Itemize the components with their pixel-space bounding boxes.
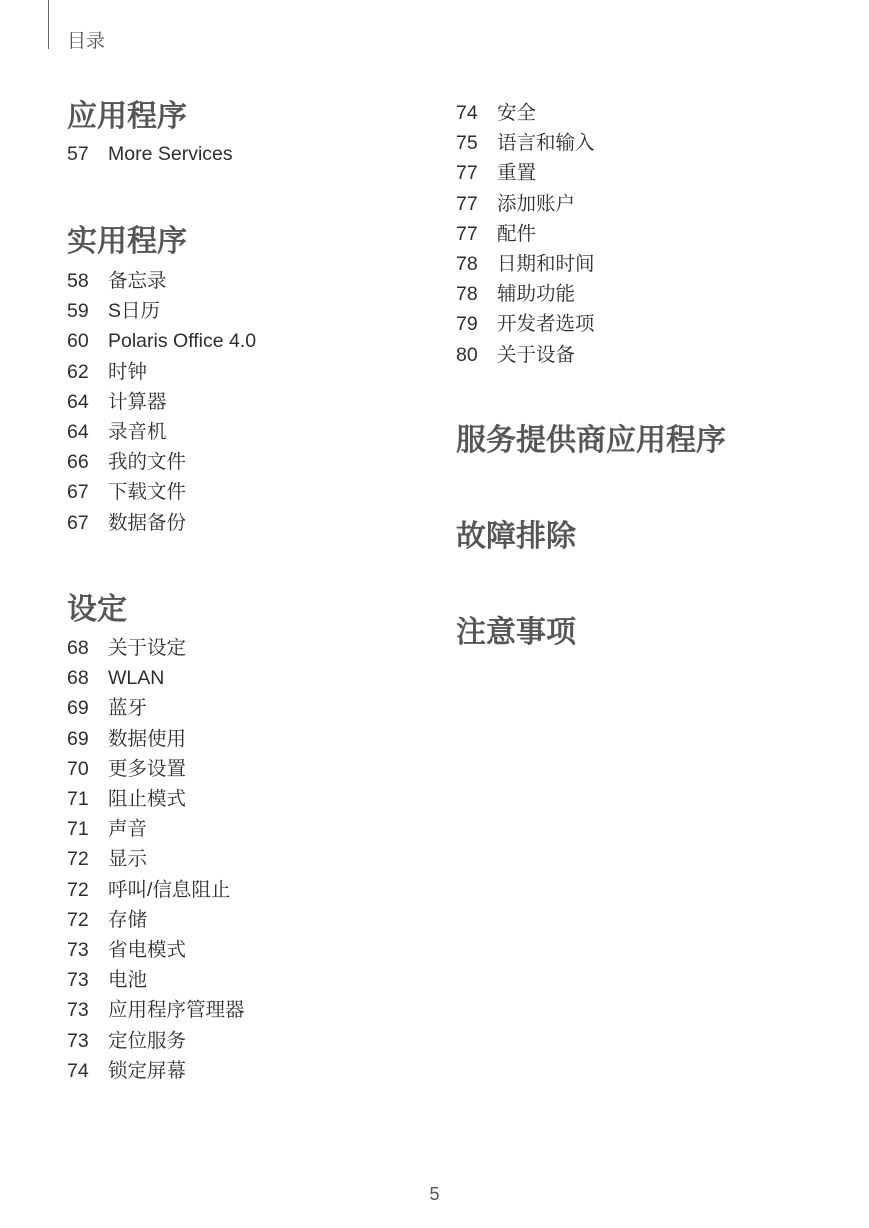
entry-page-number: 78 — [456, 283, 478, 306]
entry-title: 省电模式 — [108, 938, 187, 961]
entry-page-number: 64 — [67, 421, 89, 444]
entry-page-number: 75 — [456, 132, 478, 155]
toc-section-provider-apps — [456, 421, 836, 461]
header-rule — [48, 0, 49, 49]
entry-title: 电池 — [108, 969, 148, 992]
toc-entry[interactable] — [67, 965, 447, 995]
section-title[interactable]: 应用程序 — [67, 100, 187, 133]
toc-entry[interactable] — [67, 326, 447, 356]
entry-page-number: 70 — [67, 757, 89, 780]
entry-title: 更多设置 — [108, 757, 187, 780]
entry-title: 开发者选项 — [497, 313, 595, 336]
entry-page-number: 64 — [67, 390, 89, 413]
section-title[interactable]: 实用程序 — [67, 225, 187, 258]
toc-section-apps — [67, 97, 447, 169]
section-title[interactable]: 服务提供商应用程序 — [456, 424, 726, 457]
header-label: 目录 — [67, 31, 106, 52]
entry-title: 备忘录 — [108, 270, 167, 293]
entry-title: 数据使用 — [108, 727, 187, 750]
toc-entry[interactable] — [67, 387, 447, 417]
entry-page-number: 78 — [456, 253, 478, 276]
entry-title: 显示 — [108, 848, 148, 871]
entry-title: S日历 — [108, 300, 161, 323]
entry-title: 配件 — [497, 222, 537, 245]
toc-section-utilities — [67, 222, 447, 538]
entry-title: 安全 — [497, 102, 537, 125]
entry-page-number: 77 — [456, 222, 478, 245]
toc-entry[interactable] — [67, 844, 447, 874]
entry-title: 计算器 — [108, 390, 167, 413]
entry-title: 日期和时间 — [497, 253, 595, 276]
toc-entry[interactable] — [67, 447, 447, 477]
toc-entry[interactable] — [67, 508, 447, 538]
entry-page-number: 74 — [67, 1059, 89, 1082]
toc-entry[interactable] — [456, 158, 836, 188]
entry-title: 定位服务 — [108, 1029, 187, 1052]
entry-title: 呼叫/信息阻止 — [108, 878, 231, 901]
entry-page-number: 77 — [456, 192, 478, 215]
section-title[interactable]: 设定 — [67, 593, 127, 626]
entry-title: 添加账户 — [497, 192, 576, 215]
entry-title: 声音 — [108, 818, 148, 841]
entry-page-number: 72 — [67, 848, 89, 871]
toc-entry[interactable] — [67, 693, 447, 723]
entry-title: 应用程序管理器 — [108, 999, 245, 1022]
entry-page-number: 74 — [456, 102, 478, 125]
entry-page-number: 58 — [67, 270, 89, 293]
toc-entry[interactable] — [456, 309, 836, 339]
toc-entry[interactable] — [67, 296, 447, 326]
entry-page-number: 59 — [67, 300, 89, 323]
entry-page-number: 67 — [67, 511, 89, 534]
entry-title: 存储 — [108, 908, 148, 931]
toc-entry[interactable] — [67, 357, 447, 387]
entry-title: More Services — [108, 143, 233, 166]
entry-page-number: 68 — [67, 667, 89, 690]
entry-page-number: 72 — [67, 878, 89, 901]
toc-entry[interactable] — [67, 995, 447, 1025]
toc-entry[interactable] — [67, 477, 447, 507]
entry-page-number: 67 — [67, 481, 89, 504]
entry-page-number: 71 — [67, 818, 89, 841]
entry-page-number: 66 — [67, 451, 89, 474]
toc-entry[interactable] — [456, 219, 836, 249]
entry-title: 辅助功能 — [497, 283, 576, 306]
entry-page-number: 72 — [67, 908, 89, 931]
toc-entry[interactable] — [67, 935, 447, 965]
entry-title: 重置 — [497, 162, 537, 185]
toc-entry[interactable] — [67, 633, 447, 663]
entry-title: 蓝牙 — [108, 697, 148, 720]
page-number: 5 — [429, 1184, 440, 1204]
entry-list — [67, 139, 447, 169]
entry-title: Polaris Office 4.0 — [108, 330, 257, 353]
toc-entry[interactable] — [67, 814, 447, 844]
toc-entry[interactable] — [456, 279, 836, 309]
entry-title: 关于设备 — [497, 343, 576, 366]
toc-section-troubleshooting — [456, 517, 836, 557]
entry-page-number: 62 — [67, 360, 89, 383]
entry-title: 锁定屏幕 — [108, 1059, 187, 1082]
toc-entry[interactable] — [456, 249, 836, 279]
toc-entry[interactable] — [67, 905, 447, 935]
toc-section-settings — [67, 590, 447, 1086]
section-title[interactable]: 注意事项 — [456, 616, 576, 649]
continued-entry-list — [456, 98, 836, 370]
entry-title: 我的文件 — [108, 451, 187, 474]
entry-page-number: 71 — [67, 788, 89, 811]
entry-page-number: 57 — [67, 143, 89, 166]
toc-entry[interactable] — [456, 189, 836, 219]
entry-title: 关于设定 — [108, 637, 187, 660]
toc-entry[interactable] — [67, 417, 447, 447]
toc-entry[interactable] — [67, 1056, 447, 1086]
entry-title: 语言和输入 — [497, 132, 595, 155]
toc-entry[interactable] — [456, 98, 836, 128]
entry-title: 数据备份 — [108, 511, 187, 534]
entry-page-number: 73 — [67, 1029, 89, 1052]
entry-page-number: 73 — [67, 999, 89, 1022]
entry-page-number: 80 — [456, 343, 478, 366]
entry-page-number: 69 — [67, 727, 89, 750]
toc-entry[interactable] — [67, 875, 447, 905]
entry-title: WLAN — [108, 667, 165, 690]
entry-page-number: 68 — [67, 637, 89, 660]
entry-title: 时钟 — [108, 360, 148, 383]
section-title[interactable]: 故障排除 — [456, 520, 576, 553]
toc-entry[interactable] — [456, 128, 836, 158]
toc-entry[interactable] — [456, 340, 836, 370]
entry-page-number: 69 — [67, 697, 89, 720]
toc-entry[interactable] — [67, 724, 447, 754]
toc-entry[interactable] — [67, 1025, 447, 1055]
entry-list — [67, 266, 447, 538]
toc-entry[interactable] — [67, 266, 447, 296]
entry-page-number: 60 — [67, 330, 89, 353]
entry-page-number: 77 — [456, 162, 478, 185]
toc-entry[interactable] — [67, 139, 447, 169]
toc-entry[interactable] — [67, 784, 447, 814]
entry-title: 录音机 — [108, 421, 167, 444]
toc-section-precautions — [456, 613, 836, 653]
entry-page-number: 79 — [456, 313, 478, 336]
entry-page-number: 73 — [67, 969, 89, 992]
entry-page-number: 73 — [67, 938, 89, 961]
entry-title: 下载文件 — [108, 481, 187, 504]
entry-list — [67, 633, 447, 1086]
toc-entry[interactable] — [67, 663, 447, 693]
entry-title: 阻止模式 — [108, 788, 187, 811]
toc-entry[interactable] — [67, 754, 447, 784]
